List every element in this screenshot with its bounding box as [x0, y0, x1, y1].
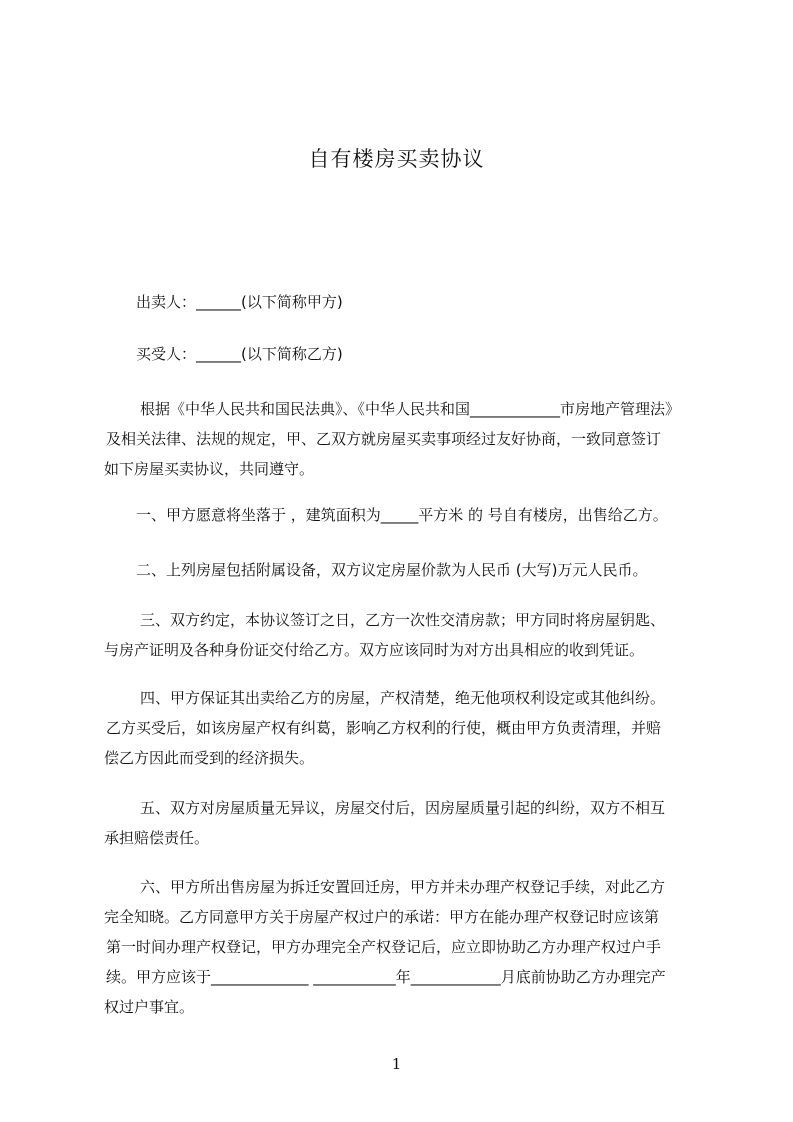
seller-line: 出卖人：______(以下简称甲方) [136, 293, 343, 311]
clause-1 [104, 500, 704, 530]
clause-6-line-5: 权过户事宜。 [104, 998, 195, 1016]
clause-3-line-1: 三、双方约定，本协议签订之日，乙方一次性交清房款；甲方同时将房屋钥匙、 [140, 611, 666, 629]
clause-4-line-2: 乙方买受后，如该房屋产权有纠葛，影响乙方权利的行使，概由甲方负责清理，并赔 [106, 719, 662, 737]
clause-6-line-2: 完全知晓。乙方同意甲方关于房屋产权过户的承诺：甲方在能办理产权登记时应该第 [104, 908, 660, 926]
clause-2-line-1: 二、上列房屋包括附属设备，双方议定房屋价款为人民币 (大写)万元人民币。 [136, 561, 648, 579]
intro-line-2: 及相关法律、法规的规定，甲、乙双方就房屋买卖事项经过友好协商，一致同意签订 [106, 430, 662, 448]
clause-1-line-1: 一、甲方愿意将坐落于 ，建筑面积为_____平方米 的 号自有楼房，出售给乙方。 [136, 506, 668, 524]
clause-4 [104, 683, 704, 773]
intro-line-3: 如下房屋买卖协议，共同遵守。 [104, 460, 315, 478]
clause-5 [104, 793, 704, 853]
clause-6 [104, 872, 704, 1022]
intro-paragraph [104, 394, 704, 484]
clause-6-line-3: 第一时间办理产权登记，甲方办理完全产权登记后，应立即协助乙方办理产权过户手 [106, 938, 662, 956]
clause-6-line-1: 六、甲方所出售房屋为拆迁安置回迁房，甲方并未办理产权登记手续，对此乙方 [140, 878, 666, 896]
clause-4-line-3: 偿乙方因此而受到的经济损失。 [104, 749, 315, 767]
buyer-line: 买受人：______(以下简称乙方) [136, 345, 343, 363]
page-number: 1 [391, 1055, 402, 1073]
document-title: 自有楼房买卖协议 [308, 147, 485, 171]
clause-3-line-2: 与房产证明及各种身份证交付给乙方。双方应该同时为对方出具相应的收到凭证。 [104, 641, 645, 659]
clause-5-line-2: 承担赔偿责任。 [104, 829, 210, 847]
intro-line-1: 根据《中华人民共和国民法典》、《中华人民共和国____________市房地产管理法》 [140, 400, 681, 418]
clause-5-line-1: 五、双方对房屋质量无异议，房屋交付后，因房屋质量引起的纠纷，双方不相互 [140, 799, 666, 817]
clause-3 [104, 605, 704, 665]
clause-6-line-4: 续。甲方应该于_____________ ___________年____________月底前协助乙方办理完产 [106, 968, 666, 986]
clause-2 [104, 555, 704, 585]
clause-4-line-1: 四、甲方保证其出卖给乙方的房屋，产权清楚，绝无他项权利设定或其他纠纷。 [140, 689, 666, 707]
